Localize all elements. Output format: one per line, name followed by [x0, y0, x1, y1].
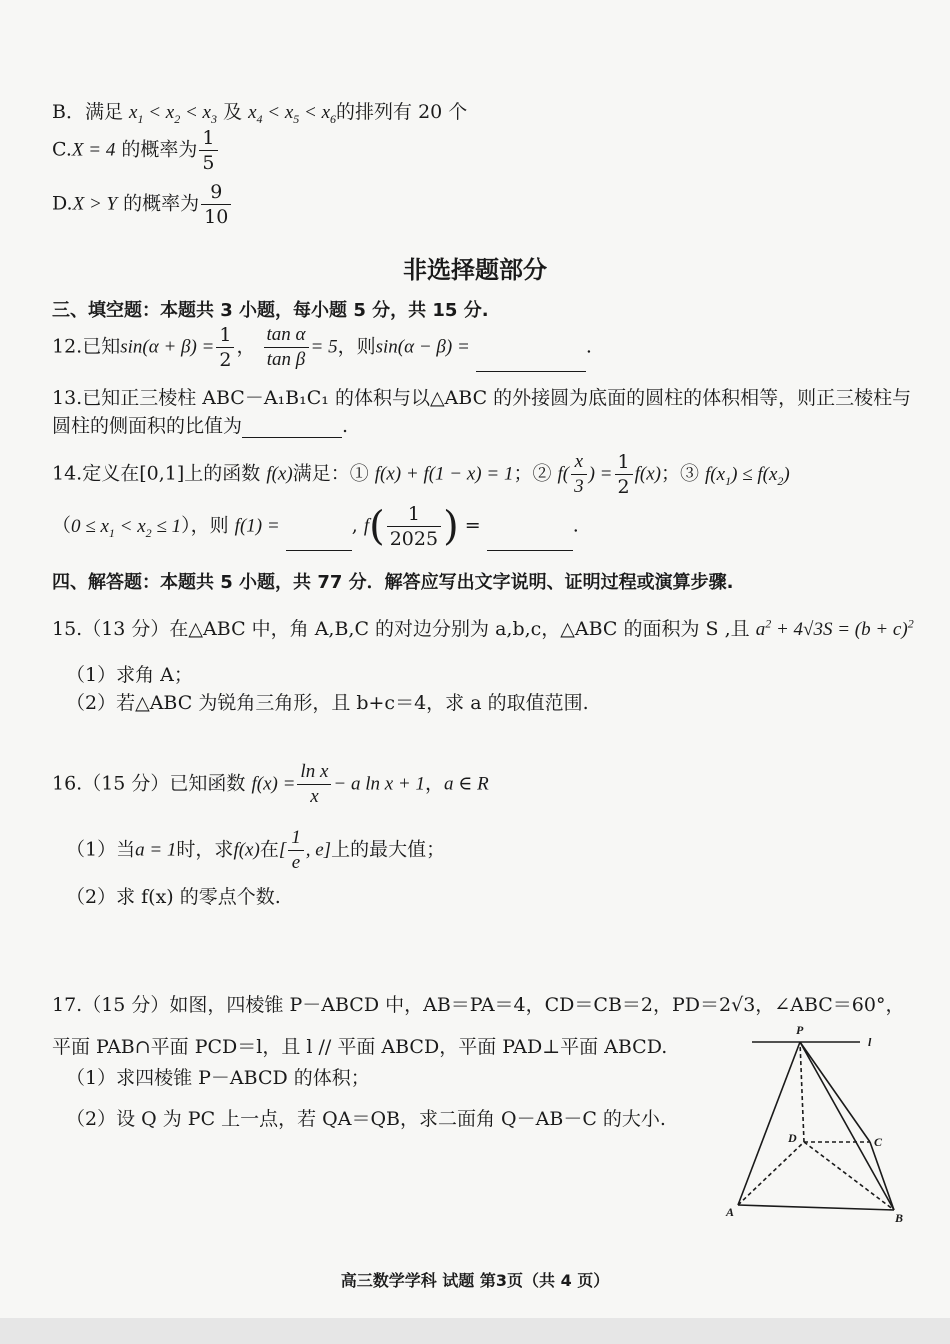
q14-satisfy: 满足：	[292, 462, 350, 485]
q12-then: ，则	[337, 335, 376, 358]
label-b: B	[895, 1211, 904, 1225]
q13-line2-text: 圆柱的侧面积的比值为	[52, 415, 243, 437]
q14-answer-blank-1[interactable]	[286, 530, 352, 551]
q16-interval-fraction: $\frac{1}{e}$	[288, 826, 304, 875]
question-17-line2: 平面 PAB∩平面 PCD＝l，且 l // 平面 ABCD，平面 PAD⊥平面 ABCD.	[52, 1036, 668, 1058]
part4-title: 四、解答题：本题共 5 小题，共 77 分．解答应写出文字说明、证明过程或演算步骤.	[52, 572, 734, 593]
question-13-line2: 圆柱的侧面积的比值为 .	[52, 415, 349, 437]
edge-pc	[800, 1042, 870, 1142]
q14-then: ，则	[190, 514, 229, 537]
part3-title: 三、填空题：本题共 3 小题，每小题 5 分，共 15 分.	[52, 300, 489, 321]
page-footer: 高三数学学科 试题 第3页（共 4 页）	[340, 1271, 610, 1290]
q12-prefix: 12.已知	[52, 335, 121, 358]
question-16-sub1: （1）当a = 1时，求f(x)在[ $\frac{1}{e}$ , e]上的最大值；	[66, 827, 446, 873]
q15-head-text: 15.（13 分）在△ABC 中，角 A,B,C 的对边分别为 a,b,c，△ABC 的面积为 S ,且	[52, 618, 750, 640]
option-b-condition: $x_1 < x_2 < x_3$	[129, 102, 217, 126]
q14-fraction-half: $\frac{1}{2}$	[615, 450, 633, 499]
edge-bc	[870, 1142, 894, 1210]
q14-prefix: 14.定义在[0,1]上的函数	[52, 462, 261, 485]
q14-fraction-x3: $\frac{x}{3}$	[571, 450, 587, 499]
option-c-fraction: $\frac{1}{5}$	[199, 126, 217, 175]
question-17-head: 17.（15 分）如图，四棱锥 P－ABCD 中，AB＝PA＝4，CD＝CB＝2，PD＝2√3，∠ABC＝60°，	[52, 994, 905, 1016]
question-13-line1: 13.已知正三棱柱 ABC－A₁B₁C₁ 的体积与以△ABC 的外接圆为底面的圆柱的体积相等，则正三棱柱与	[52, 387, 912, 409]
pyramid-figure	[722, 1018, 922, 1228]
edge-pa	[738, 1042, 800, 1205]
q16-sub1-b: 时，求	[176, 838, 234, 861]
question-15-sub2: （2）若△ABC 为锐角三角形，且 b+c＝4，求 a 的取值范围.	[66, 692, 589, 714]
option-b-tail: 的排列有 20 个	[336, 101, 468, 123]
label-d: D	[788, 1131, 797, 1145]
option-d-fraction: $\frac{9}{10}$	[201, 180, 231, 229]
label-l: l	[868, 1035, 872, 1049]
q13-answer-blank[interactable]	[242, 417, 342, 438]
section-title: 非选择题部分	[403, 256, 547, 284]
option-d-expr: X > Y	[72, 193, 118, 215]
label-c: C	[874, 1135, 883, 1149]
edge-ab	[738, 1205, 894, 1210]
q14-answer-blank-2[interactable]	[487, 504, 573, 551]
option-c-text: 的概率为	[121, 138, 198, 161]
label-a: A	[726, 1205, 735, 1219]
diag-db	[804, 1142, 894, 1210]
edge-ad	[738, 1142, 804, 1205]
option-c-expr: X = 4	[71, 139, 116, 161]
q16-fraction: $\frac{\text{ln x}}{x}$	[297, 760, 331, 809]
q12-fraction-2: $\frac{\text{tan α}}{\text{tan β}}$	[264, 323, 309, 372]
question-15-head	[52, 614, 914, 641]
q16-head-text: 16.（15 分）已知函数	[52, 772, 246, 795]
q15-equation: $a^2 + 4√3S = (b + c)^2$	[755, 616, 914, 640]
q16-sub1-d: 上的最大值；	[331, 838, 446, 861]
q16-sub1-a: （1）当	[66, 838, 136, 861]
option-d-label: D.	[52, 192, 73, 215]
edge-pd	[800, 1042, 804, 1142]
question-16-head: 16.（15 分）已知函数 f(x) = $\frac{\text{ln x}}{x}$ − a ln x + 1，a ∈ R	[52, 761, 489, 807]
option-c-label: C.	[52, 138, 72, 161]
scan-edge	[0, 1318, 950, 1344]
option-b-label: B．满足	[52, 101, 123, 123]
q14-fraction: $\frac{1}{2025}$	[387, 502, 441, 551]
option-c	[52, 126, 220, 175]
option-b: B．满足 $x_1 < x_2 < x_3$ 及 $x_4 < x_5 < x_6$的排列有 20 个	[52, 101, 468, 126]
q12-answer-blank[interactable]	[476, 351, 586, 372]
q12-fraction-1: $\frac{1}{2}$	[216, 323, 234, 372]
question-14-line2: $(0 \le x_1 < x_2 \le 1)$，则 f(1) = , f( $\frac{1}{2025}$ ) = .	[52, 503, 579, 550]
question-15-sub1: （1）求角 A；	[66, 664, 193, 686]
question-12: 12.已知sin(α + β) = $\frac{1}{2}$ ， $\frac{\text{tan α}}{\text{tan β}}$ = 5，则sin(α − β) = .	[52, 324, 592, 371]
question-14-line1: 14.定义在[0,1]上的函数 f(x)满足：① f(x) + f(1 − x) = 1；② f( $\frac{x}{3}$ ) = $\frac{1}{2}$ f(x)；③ $f(x_1) \le f(x_2)$	[52, 451, 790, 498]
question-16-sub2: （2）求 f(x) 的零点个数.	[66, 886, 281, 908]
option-d-text: 的概率为	[123, 192, 200, 215]
option-d	[52, 180, 233, 229]
label-p: P	[796, 1023, 804, 1037]
q16-sub1-c: 在	[259, 838, 279, 861]
edge-pb	[800, 1042, 894, 1210]
question-17-sub1: （1）求四棱锥 P－ABCD 的体积；	[66, 1067, 370, 1089]
question-17-sub2: （2）设 Q 为 PC 上一点，若 QA＝QB，求二面角 Q－AB－C 的大小.	[66, 1108, 666, 1130]
